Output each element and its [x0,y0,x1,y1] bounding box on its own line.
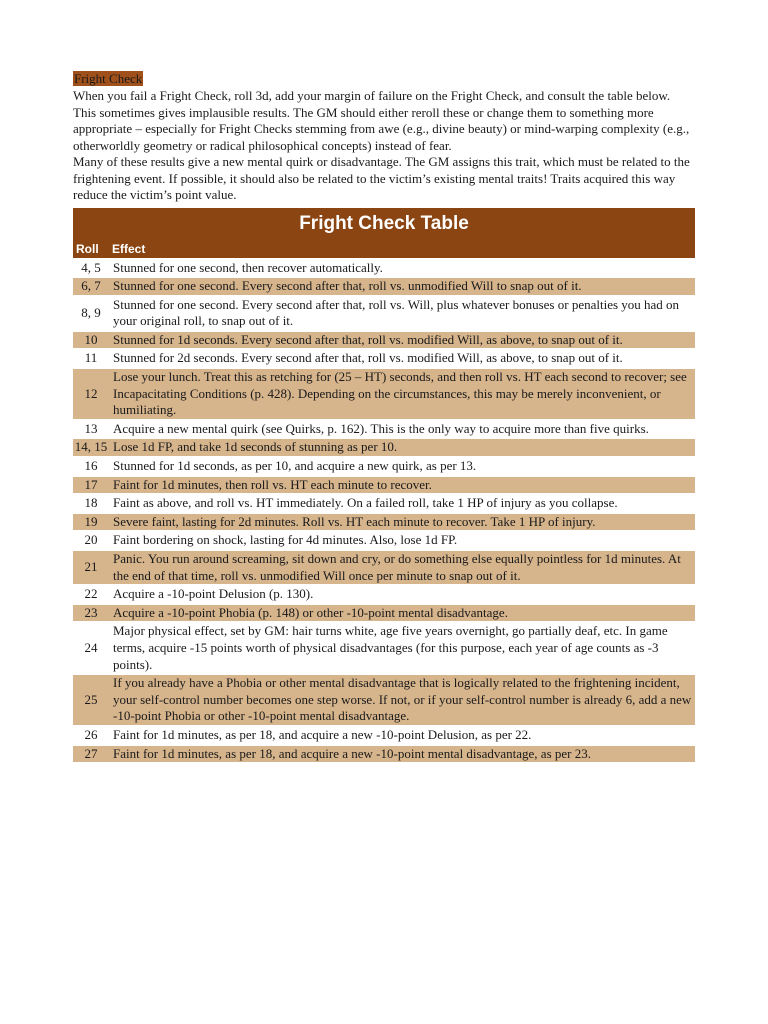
effect-cell: Stunned for one second, then recover automatically. [109,258,695,277]
effect-cell: Severe faint, lasting for 2d minutes. Roll vs. HT each minute to recover. Take 1 HP of injury. [109,512,695,531]
header-roll: Roll [73,240,109,258]
roll-cell: 20 [73,530,109,549]
roll-cell: 17 [73,475,109,494]
roll-cell: 10 [73,330,109,349]
effect-cell: Lose 1d FP, and take 1d seconds of stunning as per 10. [109,437,695,456]
effect-cell: Stunned for 1d seconds. Every second after that, roll vs. modified Will, as above, to snap out of it. [109,330,695,349]
fright-check-table [73,208,695,763]
effect-cell: Faint for 1d minutes, as per 18, and acquire a new -10-point mental disadvantage, as per 23. [109,744,695,763]
roll-cell: 16 [73,456,109,475]
effect-cell: Stunned for 1d seconds, as per 10, and acquire a new quirk, as per 13. [109,456,695,475]
effect-cell: If you already have a Phobia or other mental disadvantage that is logically related to the frightening incident, your self-control number becomes one step worse. If not, or if your self-control number is already 6, add a new -10-point Phobia or other -10-point mental disadvantage. [109,673,695,725]
roll-cell: 14, 15 [74,439,108,455]
effect-cell: Faint for 1d minutes, then roll vs. HT each minute to recover. [109,475,695,494]
roll-cell: 22 [73,584,109,603]
effect-cell: Major physical effect, set by GM: hair turns white, age five years overnight, go partially deaf, etc. In game terms, acquire -15 points worth of physical disadvantages (for this purpose, each year of age counts as -3 points). [109,621,695,673]
effect-cell: Faint bordering on shock, lasting for 4d minutes. Also, lose 1d FP. [109,530,695,549]
table-row [73,475,695,494]
effect-cell: Panic. You run around screaming, sit down and cry, or do something else equally pointless for 1d minutes. At the end of that time, roll vs. unmodified Will once per minute to snap out of it. [109,549,695,584]
roll-cell: 8, 9 [73,295,109,330]
effect-cell: Faint as above, and roll vs. HT immediately. On a failed roll, take 1 HP of injury as you collapse. [109,493,695,512]
roll-cell: 6, 7 [73,276,109,295]
roll-cell: 24 [73,621,109,673]
effect-cell: Faint for 1d minutes, as per 18, and acquire a new -10-point Delusion, as per 22. [109,725,695,744]
effect-cell: Acquire a new mental quirk (see Quirks, p. 162). This is the only way to acquire more than five quirks. [109,419,695,438]
section-heading: Fright Check [74,71,143,86]
table-row [73,456,695,475]
effect-cell: Stunned for one second. Every second after that, roll vs. Will, plus whatever bonuses or penalties you had on your original roll, to snap out of it. [109,295,695,330]
table-row [73,530,695,549]
roll-cell: 27 [73,744,109,763]
roll-cell: 26 [73,725,109,744]
roll-cell: 13 [73,419,109,438]
table-row [73,419,695,438]
header-effect: Effect [109,240,695,258]
roll-cell: 4, 5 [73,258,109,277]
table-row [73,493,695,512]
table-row [73,276,695,295]
table-title: Fright Check Table [73,208,695,240]
table-row [73,512,695,531]
effect-cell: Lose your lunch. Treat this as retching for (25 – HT) seconds, and then roll vs. HT each second to recover; see Incapacitating Conditions (p. 428). Depending on the circumstances, this may be merely inconvenient, or humiliating. [109,367,695,419]
table-row [73,295,695,330]
table-row [73,725,695,744]
roll-cell: 19 [73,512,109,531]
table-row [73,549,695,584]
table-row [73,621,695,673]
table-row [73,744,695,763]
roll-cell: 11 [73,348,109,367]
roll-cell: 21 [73,549,109,584]
effect-cell: Acquire a -10-point Phobia (p. 148) or other -10-point mental disadvantage. [109,603,695,622]
table-row [73,673,695,725]
table-title-row [73,208,695,240]
traits-paragraph: Many of these results give a new mental quirk or disadvantage. The GM assigns this trait, which must be related to the frightening event. If possible, it should also be related to the victim’s existing mental traits! Traits acquired this way reduce the victim’s point value. [73,154,690,202]
table-row [73,584,695,603]
table-header-row [73,240,695,258]
table-row [73,603,695,622]
roll-cell: 23 [73,603,109,622]
intro-paragraph: When you fail a Fright Check, roll 3d, add your margin of failure on the Fright Check, and consult the table below. This sometimes gives implausible results. The GM should either reroll these or change them to something more appropriate – especially for Fright Checks stemming from awe (e.g., divine beauty) or mind-warping complexity (e.g., otherworldly geometry or radical philosophical concepts) instead of fear. [73,88,690,153]
table-row [73,437,695,456]
effect-cell: Stunned for 2d seconds. Every second after that, roll vs. modified Will, as above, to snap out of it. [109,348,695,367]
table-row [73,367,695,419]
effect-cell: Acquire a -10-point Delusion (p. 130). [109,584,695,603]
table-row [73,348,695,367]
roll-cell: 18 [73,493,109,512]
table-row [73,258,695,277]
roll-cell: 25 [73,673,109,725]
table-row [73,330,695,349]
effect-cell: Stunned for one second. Every second after that, roll vs. unmodified Will to snap out of it. [109,276,695,295]
roll-cell: 12 [73,367,109,419]
document-page [73,70,695,762]
